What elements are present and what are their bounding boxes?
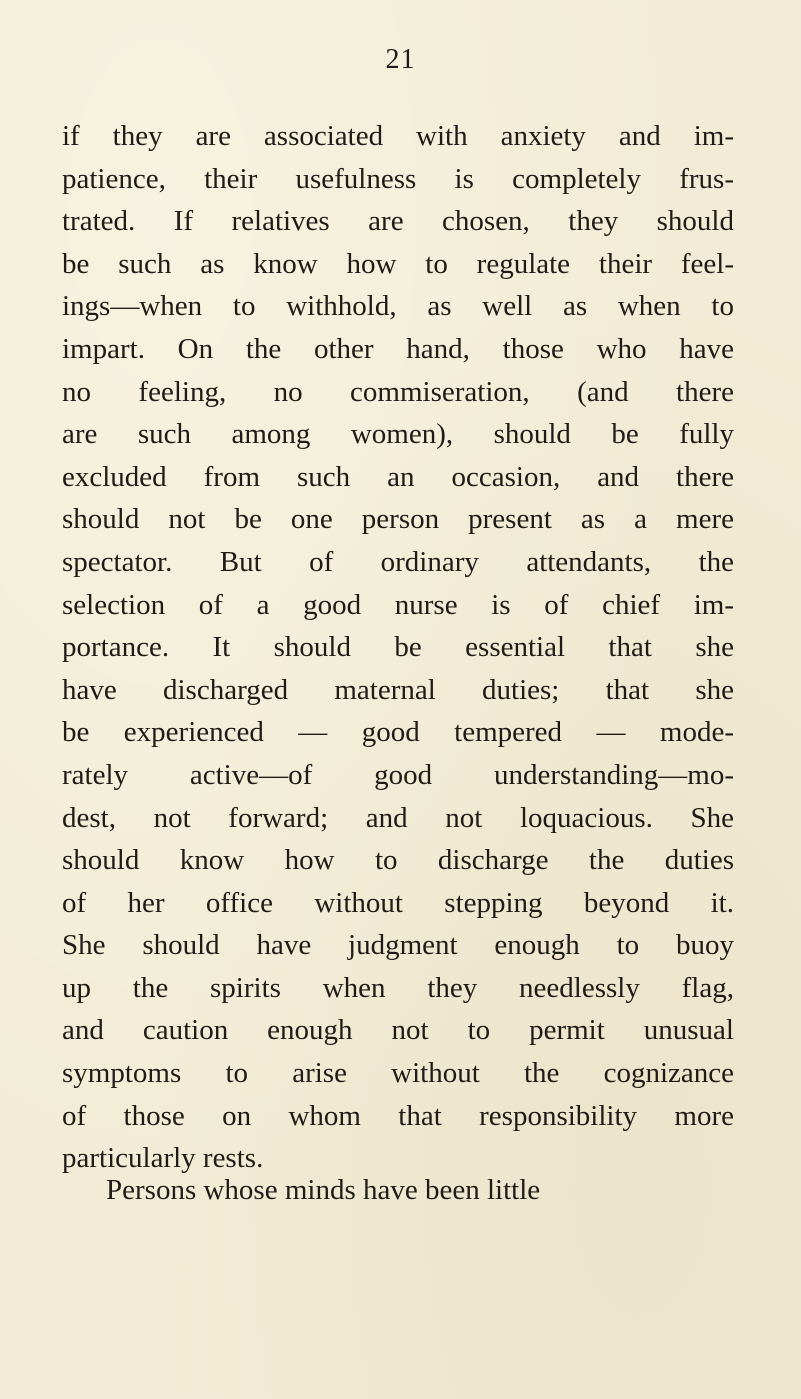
text-line: if they are associated with anxiety and im- (62, 120, 734, 152)
page-number: 21 (385, 44, 416, 75)
paragraph-1 (62, 115, 734, 1180)
text-line: trated. If relatives are chosen, they should (62, 205, 734, 238)
text-line: should know how to discharge the duties (62, 844, 734, 877)
paragraph-2 (106, 1169, 666, 1212)
text-line: Persons whose minds have been little (106, 1174, 541, 1206)
text-line: and caution enough not to permit unusual (62, 1014, 734, 1047)
text-line: dest, not forward; and not loquacious. She (62, 801, 734, 834)
text-line: selection of a good nurse is of chief im- (62, 588, 734, 621)
text-line: symptoms to arise without the cognizance (62, 1057, 734, 1090)
text-line: excluded from such an occasion, and there (62, 460, 734, 493)
text-line: impart. On the other hand, those who have (62, 332, 734, 365)
text-line: up the spirits when they needlessly flag, (62, 971, 734, 1004)
text-line: ings—when to withhold, as well as when to (62, 290, 734, 323)
text-line: particularly rests. (62, 1142, 264, 1175)
text-line: of those on whom that responsibility more (62, 1099, 734, 1132)
text-line: of her office without stepping beyond it. (62, 886, 734, 919)
text-line: rately active—of good understanding—mo- (62, 758, 734, 791)
text-line: spectator. But of ordinary attendants, the (62, 545, 734, 578)
text-line: portance. It should be essential that she (62, 631, 734, 664)
text-line: are such among women), should be fully (62, 418, 734, 451)
text-line: be experienced — good tempered — mode- (62, 716, 734, 749)
text-line: be such as know how to regulate their feel- (62, 247, 734, 280)
text-line: should not be one person present as a mere (62, 503, 734, 536)
text-line: She should have judgment enough to buoy (62, 929, 734, 962)
text-line: have discharged maternal duties; that she (62, 673, 734, 706)
text-line: patience, their usefulness is completely frus- (62, 162, 734, 195)
text-line: no feeling, no commiseration, (and there (62, 375, 734, 408)
